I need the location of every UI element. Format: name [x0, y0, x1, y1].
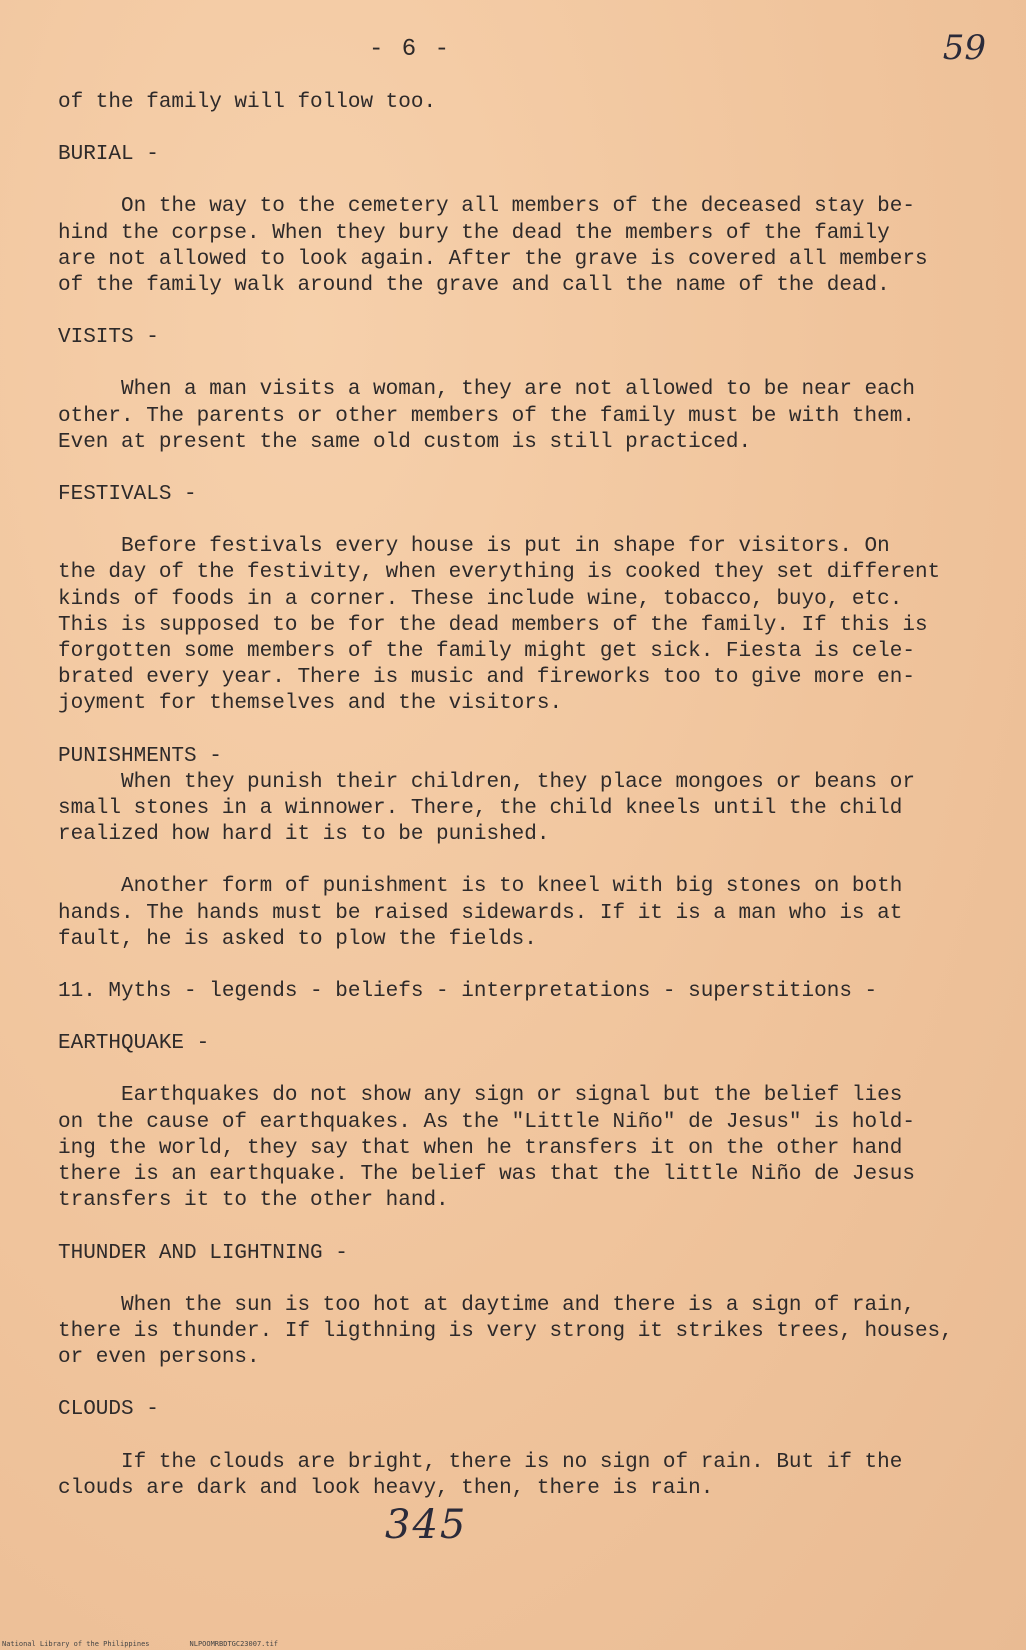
paragraph-line: other. The parents or other members of the family must be with them. — [58, 404, 915, 428]
paragraph-line: hind the corpse. When they bury the dead the members of the family — [58, 221, 890, 245]
heading-thunder-lightning: THUNDER AND LIGHTNING - — [58, 1241, 348, 1265]
paragraph-line: hands. The hands must be raised sidewards. If it is a man who is at — [58, 901, 903, 925]
paragraph-line: joyment for themselves and the visitors. — [58, 692, 563, 716]
paragraph-line: This is supposed to be for the dead members of the family. If this is — [58, 613, 928, 637]
document-body — [58, 90, 978, 1502]
paragraph-line: or even persons. — [58, 1346, 260, 1370]
paragraph-line: If the clouds are bright, there is no sign of rain. But if the — [58, 1450, 903, 1474]
paragraph-line: fault, he is asked to plow the fields. — [58, 927, 537, 951]
page-number: - 6 - — [368, 36, 451, 63]
paragraph-line: Earthquakes do not show any sign or signal but the belief lies — [58, 1084, 903, 1108]
paragraph-line: there is an earthquake. The belief was that the little Niño de Jesus — [58, 1163, 915, 1187]
paragraph-line: on the cause of earthquakes. As the "Little Niño" de Jesus" is hold- — [58, 1110, 915, 1134]
paragraph-line: When they punish their children, they place mongoes or beans or — [58, 770, 915, 794]
paragraph-line: brated every year. There is music and fireworks too to give more en- — [58, 666, 915, 690]
paragraph-line: transfers it to the other hand. — [58, 1189, 449, 1213]
paragraph-line: Even at present the same old custom is still practiced. — [58, 430, 752, 454]
heading-visits: VISITS - — [58, 326, 159, 350]
paragraph-line: small stones in a winnower. There, the child kneels until the child — [58, 797, 903, 821]
paragraph-line: ing the world, they say that when he transfers it on the other hand — [58, 1136, 903, 1160]
handwritten-page-number: 345 — [385, 1502, 468, 1548]
paragraph-line: Before festivals every house is put in shape for visitors. On — [58, 535, 890, 559]
heading-festivals: FESTIVALS - — [58, 483, 197, 507]
paragraph-line: When the sun is too hot at daytime and there is a sign of rain, — [58, 1293, 915, 1317]
heading-clouds: CLOUDS - — [58, 1398, 159, 1422]
heading-punishments: PUNISHMENTS - — [58, 744, 222, 768]
opening-line: of the family will follow too. — [58, 91, 437, 114]
scan-footer — [2, 1640, 318, 1648]
footer-file: NLPOOMRBDTGC23007.tif — [189, 1640, 279, 1648]
heading-burial: BURIAL - — [58, 143, 159, 167]
paragraph-line: there is thunder. If ligthning is very strong it strikes trees, houses, — [58, 1319, 953, 1343]
paragraph-line: realized how hard it is to be punished. — [58, 823, 550, 847]
paragraph-line: forgotten some members of the family might get sick. Fiesta is cele- — [58, 640, 915, 664]
paragraph-line: kinds of foods in a corner. These include wine, tobacco, buyo, etc. — [58, 587, 903, 611]
paragraph-line: the day of the festivity, when everything is cooked they set different — [58, 561, 941, 585]
paragraph-line: On the way to the cemetery all members of the deceased stay be- — [58, 195, 915, 219]
folio-number: 59 — [942, 28, 986, 68]
heading-earthquake: EARTHQUAKE - — [58, 1032, 210, 1056]
paragraph-line: are not allowed to look again. After the grave is covered all members — [58, 247, 928, 271]
paragraph-line: When a man visits a woman, they are not allowed to be near each — [58, 378, 915, 402]
paragraph-line: Another form of punishment is to kneel with big stones on both — [58, 875, 903, 899]
section-11-line: 11. Myths - legends - beliefs - interpretations - superstitions - — [58, 980, 878, 1004]
paragraph-line: of the family walk around the grave and call the name of the dead. — [58, 274, 890, 298]
footer-library: National Library of the Philippines — [2, 1640, 150, 1648]
paragraph-line: clouds are dark and look heavy, then, there is rain. — [58, 1476, 714, 1500]
